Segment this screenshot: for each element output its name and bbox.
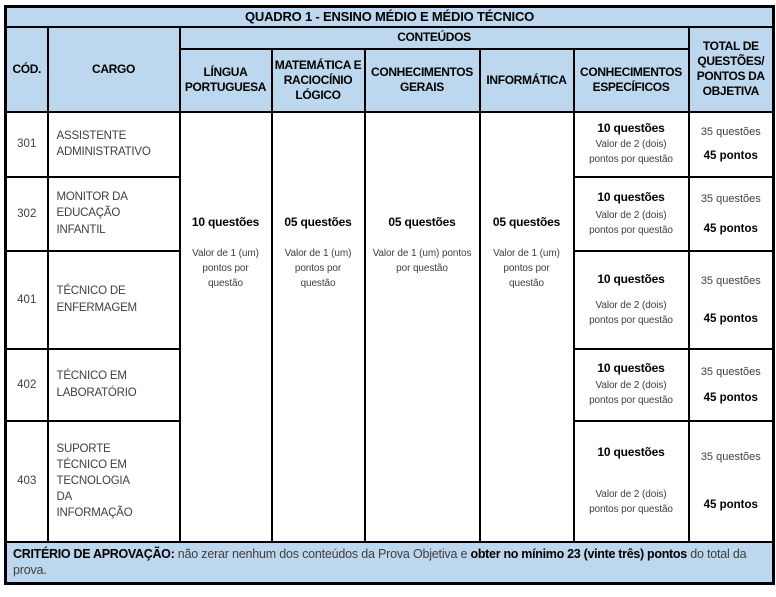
approval-criteria bbox=[6, 542, 774, 584]
cargo-403: SUPORTE TÉCNICO EM TECNOLOGIA DA INFORMAÇÃO bbox=[48, 421, 180, 542]
total-questions-302: 35 questões bbox=[700, 192, 761, 205]
total-cell-302 bbox=[689, 177, 774, 251]
especificos-cell-403 bbox=[574, 421, 689, 542]
content-cell-lingua-portuguesa bbox=[180, 112, 272, 542]
total-questions-301: 35 questões bbox=[700, 126, 761, 138]
cod-302: 302 bbox=[6, 177, 48, 251]
title-row bbox=[6, 7, 774, 27]
especificos-questions-401: 10 questões bbox=[597, 271, 665, 286]
footer-row bbox=[6, 542, 774, 584]
especificos-cell-301 bbox=[574, 112, 689, 177]
especificos-questions-402: 10 questões bbox=[597, 361, 665, 375]
cargo-402: TÉCNICO EM LABORATÓRIO bbox=[48, 349, 180, 421]
gerais-value: Valor de 1 (um) pontos por questão bbox=[372, 247, 472, 274]
especificos-value-403: Valor de 2 (dois) pontos por questão bbox=[589, 489, 673, 515]
total-questions-403: 35 questões bbox=[700, 451, 761, 463]
total-points-302: 45 pontos bbox=[703, 222, 758, 235]
especificos-cell-402 bbox=[574, 349, 689, 421]
matematica-questions: 05 questões bbox=[284, 214, 352, 229]
total-points-301: 45 pontos bbox=[703, 150, 758, 162]
cod-402: 402 bbox=[6, 349, 48, 421]
total-points-403: 45 pontos bbox=[703, 499, 758, 511]
total-points-401: 45 pontos bbox=[703, 312, 758, 325]
especificos-cell-302 bbox=[574, 177, 689, 251]
total-cell-402 bbox=[689, 349, 774, 421]
lingua-questions: 10 questões bbox=[191, 214, 260, 229]
matematica-value: Valor de 1 (um) pontos por questão bbox=[284, 247, 352, 289]
total-questions-401: 35 questões bbox=[700, 274, 761, 287]
especificos-value-402: Valor de 2 (dois) pontos por questão bbox=[589, 380, 673, 406]
especificos-cell-401 bbox=[574, 251, 689, 349]
col-header-cargo: CARGO bbox=[48, 27, 180, 112]
total-cell-403 bbox=[689, 421, 774, 542]
table-title: QUADRO 1 - ENSINO MÉDIO E MÉDIO TÉCNICO bbox=[6, 7, 774, 27]
col-header-conhecimentos-especificos: CONHECIMENTOS ESPECÍFICOS bbox=[574, 49, 689, 112]
total-cell-401 bbox=[689, 251, 774, 349]
approval-criteria-text-1: não zerar nenhum dos conteúdos da Prova Objetiva e bbox=[174, 546, 471, 561]
cargo-301: ASSISTENTE ADMINISTRATIVO bbox=[48, 112, 180, 177]
approval-criteria-text-2: do total da prova. bbox=[13, 546, 747, 578]
header-row-1 bbox=[6, 27, 774, 49]
cargo-401: TÉCNICO DE ENFERMAGEM bbox=[48, 251, 180, 349]
especificos-questions-403: 10 questões bbox=[597, 445, 665, 459]
col-header-cod: CÓD. bbox=[6, 27, 48, 112]
total-questions-402: 35 questões bbox=[700, 365, 761, 378]
col-header-conhecimentos-gerais: CONHECIMENTOS GERAIS bbox=[365, 49, 480, 112]
col-header-conteudos: CONTEÚDOS bbox=[180, 27, 689, 49]
cargo-302: MONITOR DA EDUCAÇÃO INFANTIL bbox=[48, 177, 180, 251]
total-points-402: 45 pontos bbox=[703, 391, 758, 404]
informatica-value: Valor de 1 (um) pontos por questão bbox=[493, 247, 560, 289]
cod-403: 403 bbox=[6, 421, 48, 542]
lingua-value: Valor de 1 (um) pontos por questão bbox=[192, 247, 259, 289]
informatica-questions: 05 questões bbox=[492, 214, 561, 229]
especificos-value-302: Valor de 2 (dois) pontos por questão bbox=[589, 209, 673, 236]
col-header-total: TOTAL DE QUESTÕES/ PONTOS DA OBJETIVA bbox=[689, 27, 774, 112]
content-cell-gerais bbox=[365, 112, 480, 542]
content-cell-matematica bbox=[272, 112, 365, 542]
cod-401: 401 bbox=[6, 251, 48, 349]
approval-criteria-bold-1: obter no mínimo 23 (vinte três) pontos bbox=[470, 546, 687, 561]
total-cell-301 bbox=[689, 112, 774, 177]
gerais-questions: 05 questões bbox=[388, 214, 456, 229]
especificos-questions-302: 10 questões bbox=[597, 189, 665, 204]
content-cell-informatica bbox=[480, 112, 574, 542]
especificos-questions-301: 10 questões bbox=[597, 121, 665, 135]
col-header-informatica: INFORMÁTICA bbox=[480, 49, 574, 112]
col-header-lingua-portuguesa: LÍNGUA PORTUGUESA bbox=[180, 49, 272, 112]
table-row-301 bbox=[6, 112, 774, 177]
cod-301: 301 bbox=[6, 112, 48, 177]
especificos-value-301: Valor de 2 (dois) pontos por questão bbox=[589, 139, 673, 165]
col-header-matematica: MATEMÁTICA E RACIOCÍNIO LÓGICO bbox=[272, 49, 365, 112]
quadro-1-table bbox=[4, 5, 775, 585]
approval-criteria-label: CRITÉRIO DE APROVAÇÃO: bbox=[13, 546, 175, 561]
especificos-value-401: Valor de 2 (dois) pontos por questão bbox=[589, 299, 673, 326]
